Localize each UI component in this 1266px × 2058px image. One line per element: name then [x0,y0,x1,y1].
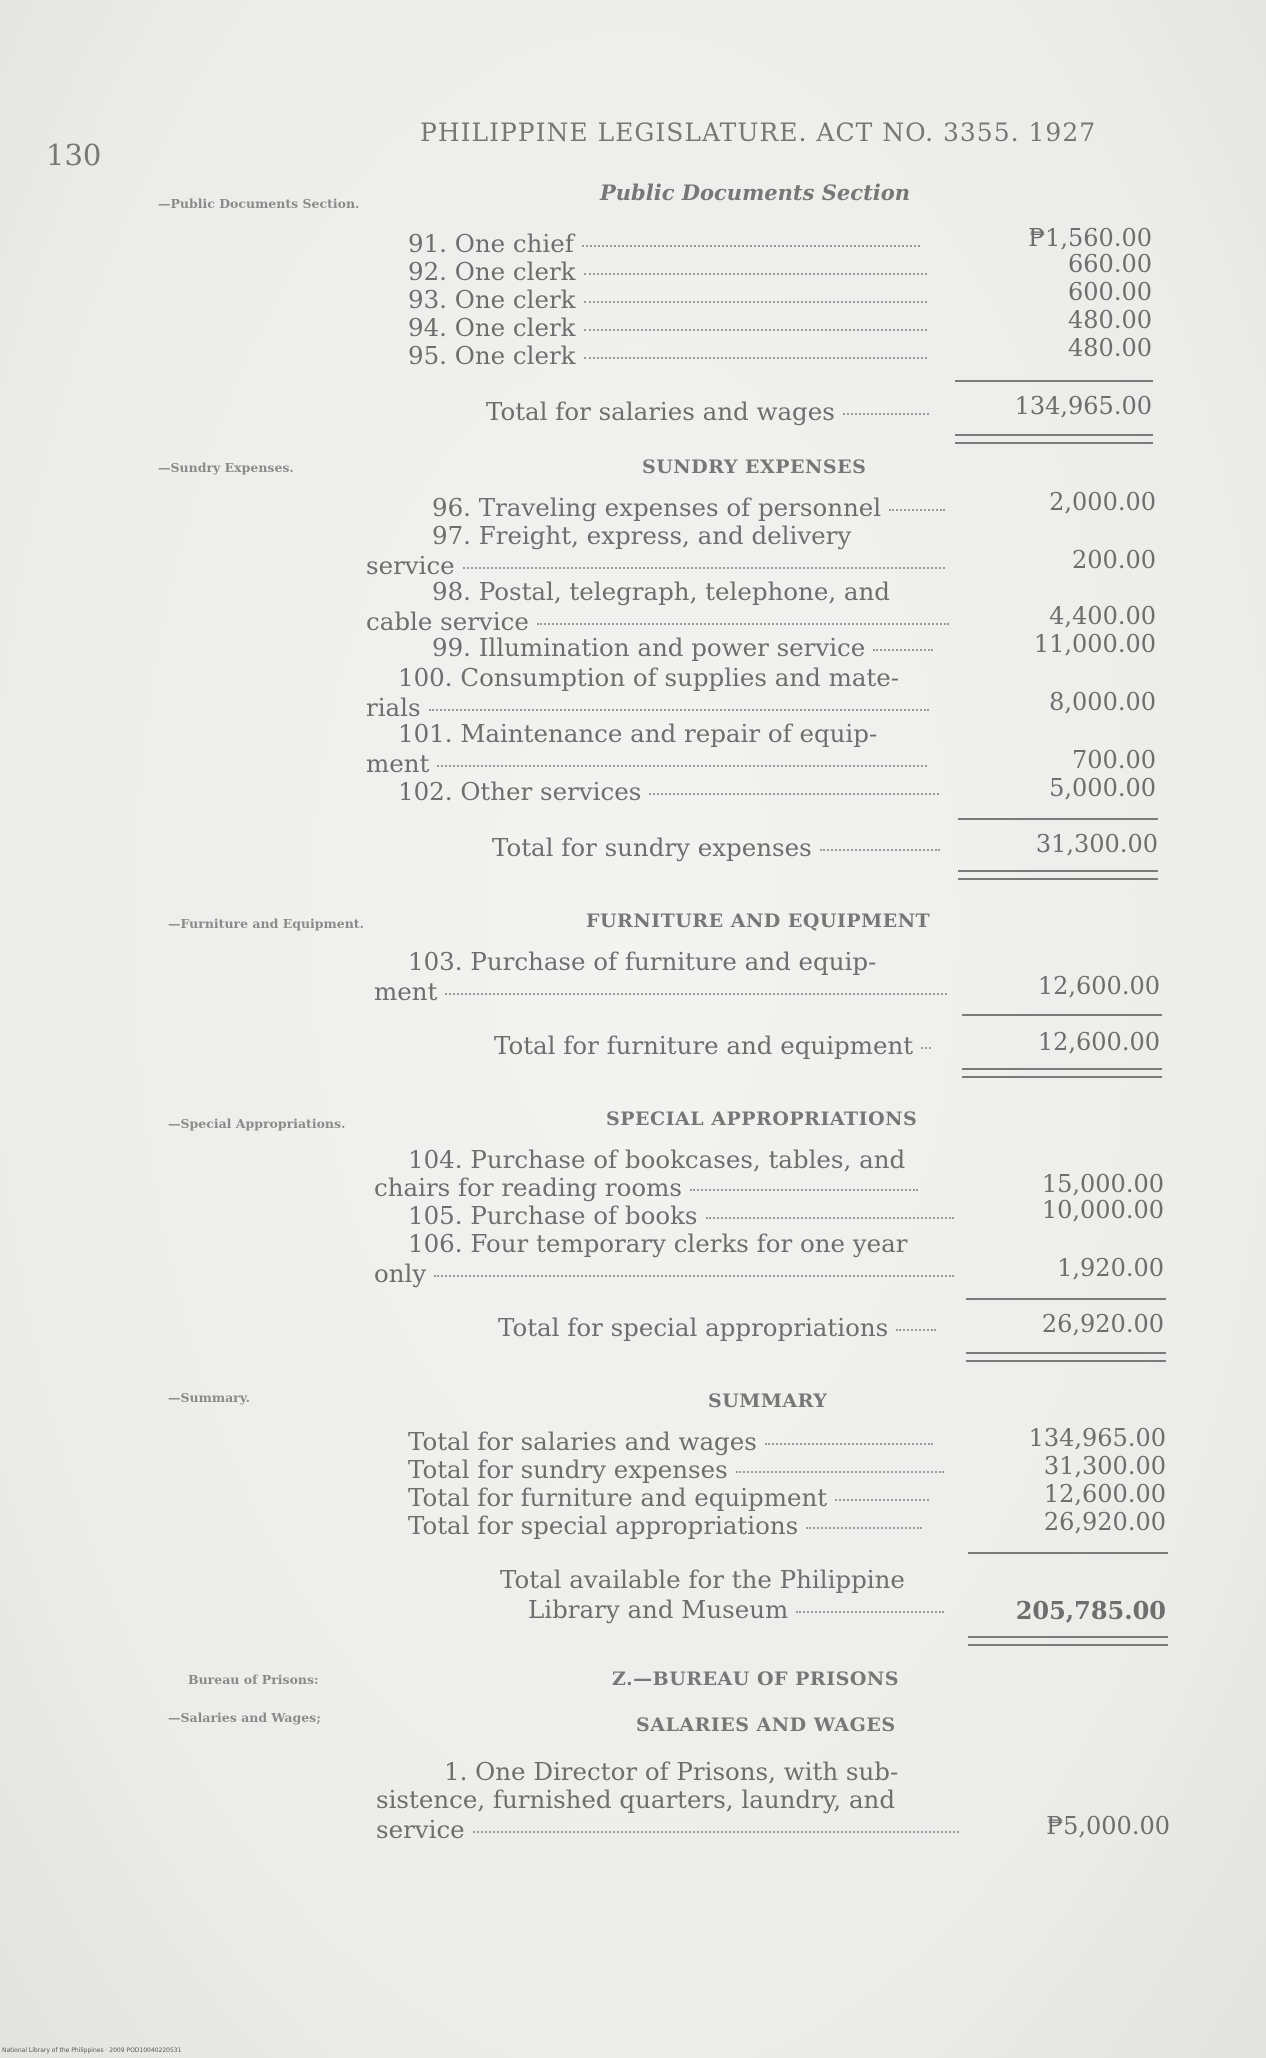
line-item-105: 105. Purchase of books [408,1202,954,1230]
margin-note-public-documents: —Public Documents Section. [158,196,360,211]
line-item-b1-c: service [376,1816,959,1844]
total-label-sundry: Total for sundry expenses [492,834,940,862]
margin-note-salaries: —Salaries and Wages; [168,1710,321,1725]
line-item-106-a: 106. Four temporary clerks for one year [408,1229,908,1258]
amount-105: 10,000.00 [1041,1196,1164,1224]
amount-104: 15,000.00 [1041,1170,1164,1198]
margin-note-special: —Special Appropriations. [168,1116,346,1131]
line-item-100-b: rials [366,694,929,722]
summary-total-line-1: Total available for the Philippine [500,1565,905,1594]
summary-line-salaries: Total for salaries and wages [408,1428,933,1456]
subtotal-rule [962,1014,1162,1016]
section-heading-sundry: SUNDRY EXPENSES [642,456,867,478]
line-item-94: 94. One clerk [408,314,927,342]
line-item-92: 92. One clerk [408,258,927,286]
running-head: PHILIPPINE LEGISLATURE. ACT NO. 3355. 1927 [420,118,1097,147]
amount-103: 12,600.00 [1037,972,1160,1000]
line-item-104-b: chairs for reading rooms [374,1174,918,1202]
subheading-salaries: SALARIES AND WAGES [636,1714,896,1736]
subtotal-rule [966,1298,1166,1300]
total-label-special: Total for special appropriations [498,1314,936,1342]
section-heading-special: SPECIAL APPROPRIATIONS [606,1108,918,1130]
line-item-101-a: 101. Maintenance and repair of equip- [398,719,878,748]
line-item-106-b: only [374,1260,954,1288]
summary-amount-salaries: 134,965.00 [1028,1424,1166,1452]
line-item-101-b: ment [366,750,927,778]
amount-100: 8,000.00 [1049,688,1156,716]
amount-b1: ₱5,000.00 [1046,1812,1170,1840]
line-item-97-b: service [366,552,945,580]
amount-99: 11,000.00 [1033,630,1156,658]
section-heading-bureau: Z.—BUREAU OF PRISONS [612,1668,899,1690]
amount-91: ₱1,560.00 [1028,224,1152,252]
section-heading-summary: SUMMARY [708,1390,828,1412]
amount-92: 660.00 [1068,250,1152,278]
line-item-102: 102. Other services [398,778,939,806]
amount-94: 480.00 [1068,306,1152,334]
margin-note-bureau: Bureau of Prisons: [188,1672,319,1687]
line-item-91: 91. One chief [408,230,920,258]
summary-line-special: Total for special appropriations [408,1512,922,1540]
summary-total-amount: 205,785.00 [1015,1596,1166,1625]
total-amount-furniture: 12,600.00 [1037,1028,1160,1056]
line-item-96: 96. Traveling expenses of personnel [432,494,945,522]
line-item-b1-a: 1. One Director of Prisons, with sub- [444,1757,899,1786]
amount-96: 2,000.00 [1049,488,1156,516]
amount-98: 4,400.00 [1049,602,1156,630]
subtotal-rule [958,818,1158,820]
total-double-rule [966,1352,1166,1362]
summary-amount-furniture: 12,600.00 [1043,1480,1166,1508]
amount-93: 600.00 [1068,278,1152,306]
line-item-98-a: 98. Postal, telegraph, telephone, and [432,577,890,606]
amount-106: 1,920.00 [1057,1254,1164,1282]
summary-line-sundry: Total for sundry expenses [408,1456,944,1484]
total-amount-salaries: 134,965.00 [1014,392,1152,420]
line-item-b1-b: sistence, furnished quarters, laundry, and [376,1785,896,1814]
line-item-104-a: 104. Purchase of bookcases, tables, and [408,1145,906,1174]
scan-footer: National Library of the Philippines · 2009 POD10040220531 [2,2047,182,2054]
subtotal-rule [955,380,1153,382]
total-label-furniture: Total for furniture and equipment [494,1032,931,1060]
margin-note-sundry: —Sundry Expenses. [158,460,294,475]
line-item-93: 93. One clerk [408,286,927,314]
summary-line-furniture: Total for furniture and equipment [408,1484,929,1512]
summary-total-line-2: Library and Museum [528,1596,944,1624]
amount-102: 5,000.00 [1049,774,1156,802]
line-item-103-b: ment [374,978,947,1006]
summary-amount-special: 26,920.00 [1043,1508,1166,1536]
line-item-103-a: 103. Purchase of furniture and equip- [408,947,877,976]
total-double-rule [958,870,1158,880]
total-amount-special: 26,920.00 [1041,1310,1164,1338]
margin-note-summary: —Summary. [168,1390,250,1405]
amount-101: 700.00 [1072,746,1156,774]
margin-note-furniture: —Furniture and Equipment. [168,916,364,931]
line-item-95: 95. One clerk [408,342,927,370]
total-double-rule [968,1636,1168,1646]
total-double-rule [962,1068,1162,1078]
line-item-100-a: 100. Consumption of supplies and mate- [398,663,900,692]
summary-amount-sundry: 31,300.00 [1043,1452,1166,1480]
amount-95: 480.00 [1068,334,1152,362]
line-item-97-a: 97. Freight, express, and delivery [432,521,852,550]
total-double-rule [955,434,1153,444]
section-heading-public-documents: Public Documents Section [600,180,911,205]
total-label-salaries: Total for salaries and wages [486,398,929,426]
page-number: 130 [46,138,102,172]
amount-97: 200.00 [1072,546,1156,574]
line-item-99: 99. Illumination and power service [432,634,933,662]
subtotal-rule [968,1552,1168,1554]
total-amount-sundry: 31,300.00 [1035,830,1158,858]
line-item-98-b: cable service [366,608,949,636]
section-heading-furniture: FURNITURE AND EQUIPMENT [586,910,931,932]
